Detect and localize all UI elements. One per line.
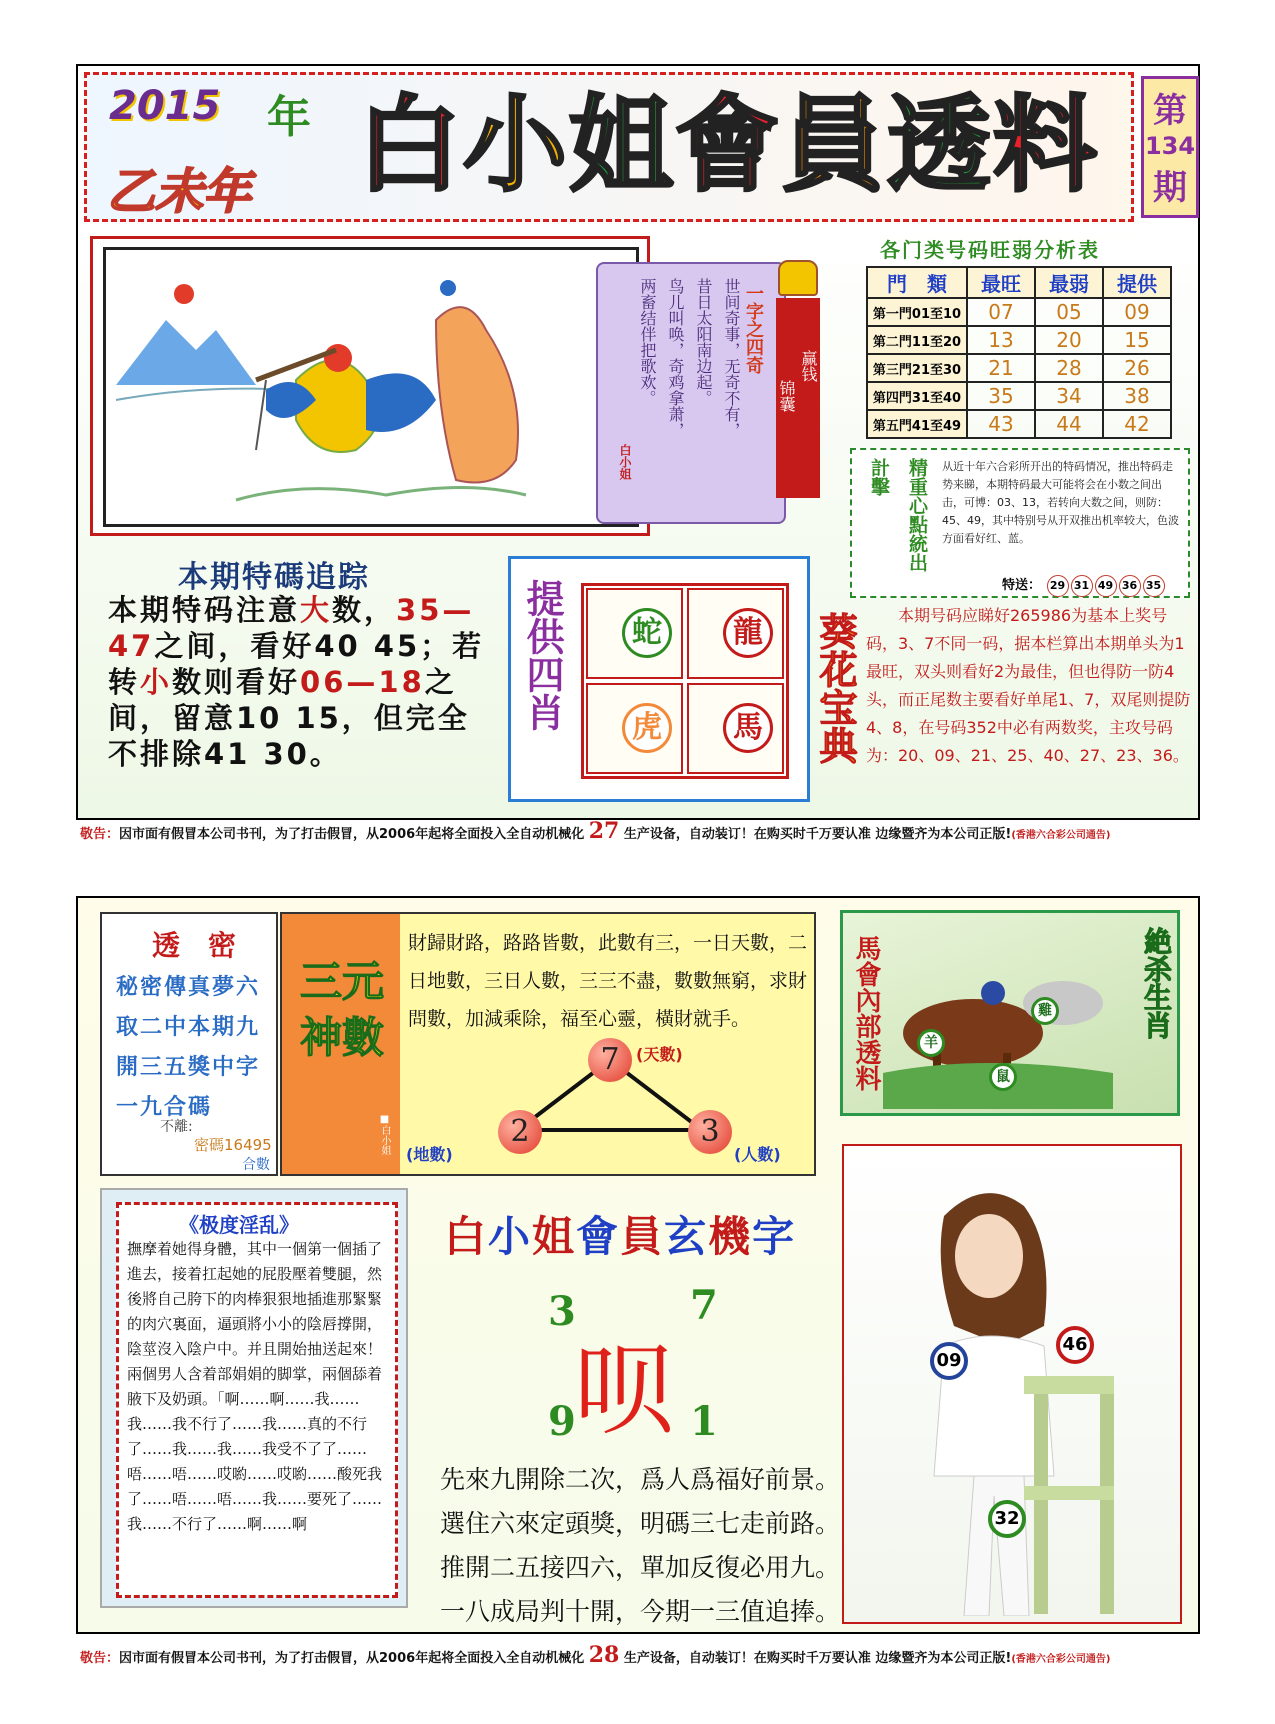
zodiac-grid (581, 583, 789, 779)
zodiac-cell (687, 588, 784, 679)
horse-ball: 雞 (1031, 997, 1059, 1025)
sanyuan-left-number: 2 (498, 1110, 542, 1154)
zone-value: 05 (1035, 298, 1103, 326)
secret-title: 透 密 (152, 929, 237, 962)
riddle-title-char: 白 (444, 1212, 487, 1261)
riddle-title-char: 玄 (664, 1212, 707, 1261)
secret-note1: 不離: (160, 1119, 193, 1135)
issue-badge (1141, 76, 1199, 218)
riddle-number-tr: 7 (690, 1282, 718, 1329)
zone-value: 38 (1103, 382, 1171, 410)
riddle-lines (440, 1458, 840, 1634)
warning-bottom-prefix: 敬告： (80, 1651, 120, 1666)
zone-row-label: 第一門01至10 (867, 298, 967, 326)
girl-photo (874, 1176, 1134, 1616)
rooster-illustration-frame (90, 236, 650, 536)
sanyuan-right-label: (人數) (734, 1145, 781, 1164)
sanyuan-right-number: 3 (688, 1110, 732, 1154)
warning-bottom-page: 28 (588, 1642, 620, 1668)
warning-bottom-text1: 因市面有假冒本公司书刊，为了打击假冒，从2006年起将全面投入全自动机械化 (119, 1651, 585, 1666)
zone-row (867, 354, 1171, 382)
special-row (1002, 574, 1166, 597)
poem-title: 一字之四奇 (743, 284, 764, 374)
zodiac-cell (586, 588, 683, 679)
zone-header-cell: 門 類 (867, 267, 967, 298)
special-ball: 29 (1047, 575, 1069, 597)
stats-text: 从近十年六合彩所开出的特码情况，推出特码走势来睇，本期特码最大可能将会在小数之间出击，可博：03、13，若转向大数之间，则防：45、49，其中特别号从开双推出机率较大，色波方面看好红、蓝。 (942, 460, 1179, 545)
girl-photo-frame (842, 1144, 1182, 1624)
zodiac-char: 虎 (622, 703, 672, 753)
special-label: 特送： (1002, 578, 1042, 593)
zone-table (866, 266, 1172, 439)
zone-header-cell: 提供 (1103, 267, 1171, 298)
zone-row (867, 326, 1171, 354)
tracking-text-part: 之间，看好40 45；若转 (108, 629, 485, 699)
title-char: 小 (463, 83, 568, 206)
poem-scroll (596, 262, 786, 524)
poem-lines (618, 278, 742, 488)
zone-value: 28 (1035, 354, 1103, 382)
girl-ball: 32 (988, 1500, 1026, 1538)
tracking-title: 本期特碼追踪 (178, 560, 370, 595)
zone-row-label: 第四門31至40 (867, 382, 967, 410)
tracking-text-part: 大 (300, 593, 333, 627)
zone-value: 20 (1035, 326, 1103, 354)
riddle-char: 呗 (574, 1332, 674, 1449)
bag-sub-label: 赢钱 (799, 350, 818, 382)
zone-value: 15 (1103, 326, 1171, 354)
tracking-text-part: 小 (140, 665, 173, 699)
riddle-title-char: 小 (488, 1212, 531, 1261)
header-year: 2015 (109, 83, 221, 129)
zone-table-wrap (866, 266, 1172, 439)
zone-header-cell: 最旺 (967, 267, 1035, 298)
tracking-text-part: 06—18 (300, 665, 425, 699)
riddle-title-char: 姐 (532, 1212, 575, 1261)
riddle-title (444, 1204, 834, 1264)
zone-value: 26 (1103, 354, 1171, 382)
girl-ball: 09 (930, 1342, 968, 1380)
zone-value: 21 (967, 354, 1035, 382)
zodiac-char: 龍 (723, 608, 773, 658)
sanyuan-box (280, 912, 816, 1176)
zodiac-cell (687, 683, 784, 774)
treasure-label: 葵花宝典 (813, 612, 857, 764)
riddle-title-char: 員 (620, 1212, 663, 1261)
zone-row-label: 第五門41至49 (867, 410, 967, 438)
horse-ball: 鼠 (989, 1063, 1017, 1091)
zone-value: 42 (1103, 410, 1171, 438)
secret-note2: 密碼16495 (194, 1136, 272, 1154)
zone-header-cell: 最弱 (1035, 267, 1103, 298)
zone-row-label: 第三門21至30 (867, 354, 967, 382)
poem-signature: 白小姐 (618, 444, 632, 480)
warning-bottom (80, 1642, 1111, 1668)
issue-suffix: 期 (1153, 168, 1187, 208)
riddle-title-char: 機 (708, 1212, 751, 1261)
zone-value: 13 (967, 326, 1035, 354)
title-char: 透 (887, 83, 992, 206)
sanyuan-top-label: (天數) (636, 1045, 683, 1064)
secret-box (100, 912, 278, 1176)
warning-top-page: 27 (588, 818, 620, 844)
header-lunar-year: 乙未年 (107, 164, 252, 220)
story-title: 《极度淫乱》 (179, 1213, 299, 1237)
header-title (337, 75, 1117, 225)
riddle-line: 先來九開除二次，爲人爲福好前景。 (440, 1465, 841, 1494)
stats-side-label: 精重心點統出計擊 (868, 458, 928, 572)
rooster-illustration (103, 247, 639, 527)
treasure-text: 本期号码应睇好265986为基本上奖号码，3、7不同一码，据本栏算出本期单头为1最旺，双头则看好2为最佳，但也得防一防4头，而正尾数主要看好单尾1、7，双尾则提防4、8，在号码352中必有两数奖，主攻号码为：20、09、21、25、40、27、23、36。 (866, 606, 1191, 765)
header-year-char: 年 (267, 92, 311, 143)
zodiac-cell (586, 683, 683, 774)
warning-top-text1: 因市面有假冒本公司书刊，为了打击假冒，从2006年起将全面投入全自动机械化 (119, 827, 585, 842)
sanyuan-side-label: ■白小姐 (379, 1114, 390, 1155)
zone-value: 34 (1035, 382, 1103, 410)
horse-box (840, 910, 1180, 1116)
poem-line: 鸟儿叫唤，奇鸡拿萧， (666, 278, 685, 438)
story-inner (116, 1202, 398, 1598)
zone-table-header (867, 267, 1171, 298)
tracking-text-part: 35—47 (108, 593, 475, 663)
zone-value: 43 (967, 410, 1035, 438)
stats-box (850, 448, 1190, 598)
zone-table-title: 各门类号码旺弱分析表 (880, 238, 1100, 262)
header-banner (84, 72, 1134, 222)
sanyuan-poem: 財歸財路，路路皆數，此數有三，一日天數，二日地數，三日人數，三三不盡，數數無窮，求財問數，加減乘除，福至心靈，橫財就手。 (408, 932, 808, 1030)
tracking-text (108, 592, 488, 772)
special-balls (1046, 578, 1166, 593)
story-box (100, 1188, 408, 1608)
riddle-number-tl: 3 (548, 1288, 576, 1335)
riddle-number-bl: 9 (548, 1398, 576, 1445)
riddle-number-br: 1 (690, 1398, 718, 1445)
bag-label: 锦囊 (777, 380, 796, 412)
title-char: 姐 (569, 83, 674, 206)
horse-label-right: 絶杀生肖 (1140, 927, 1173, 1039)
warning-top-suffix: (香港六合彩公司通告) (1011, 830, 1111, 841)
zone-row (867, 298, 1171, 326)
riddle-line: 選住六來定頭獎，明碼三七走前路。 (440, 1509, 841, 1538)
issue-prefix: 第 (1153, 91, 1187, 131)
sanyuan-left-panel (282, 914, 400, 1174)
zone-value: 07 (967, 298, 1035, 326)
title-char: 員 (781, 83, 886, 206)
title-char: 會 (675, 83, 780, 206)
lucky-bag (776, 260, 822, 500)
warning-bottom-suffix: (香港六合彩公司通告) (1011, 1654, 1111, 1665)
riddle-title-char: 字 (752, 1212, 795, 1261)
riddle-title-char: 會 (576, 1212, 619, 1261)
title-char: 料 (993, 83, 1098, 206)
zone-value: 35 (967, 382, 1035, 410)
title-char: 白 (357, 83, 462, 206)
zone-value: 09 (1103, 298, 1171, 326)
zodiac-char: 馬 (723, 703, 773, 753)
poem-line: 世间奇事，无奇不有， (722, 278, 741, 438)
warning-bottom-text2: 生产设备，自动装订！在购买时千万要认准 边缘暨齐为本公司正版! (623, 1651, 1012, 1666)
rooster-drawing (106, 250, 636, 524)
zodiac-box (508, 556, 810, 802)
zone-row-label: 第二門11至20 (867, 326, 967, 354)
issue-number: 134 (1144, 132, 1196, 160)
warning-top (80, 818, 1111, 844)
secret-text: 秘密傳真夢六取二中本期九開三五獎中字一九合碼 (116, 975, 261, 1120)
tracking-text-part: 数则看好 (172, 665, 301, 699)
special-ball: 31 (1071, 575, 1093, 597)
girl-ball: 46 (1056, 1326, 1094, 1364)
tracking-text-part: 数， (332, 593, 397, 627)
poem-line: 两畜结伴把歌欢。 (638, 278, 657, 406)
horse-label-left: 馬會內部透料 (851, 935, 881, 1091)
zone-row (867, 382, 1171, 410)
poem-line: 昔日太阳南边起。 (694, 278, 713, 406)
riddle-line: 一八成局判十開，今期一三值追捧。 (440, 1597, 841, 1626)
sanyuan-right-panel (400, 914, 814, 1174)
warning-top-text2: 生产设备，自动装订！在购买时千万要认准 边缘暨齐为本公司正版! (623, 827, 1012, 842)
tracking-text-part: 之间，留意10 15，但完全不排除41 30。 (108, 665, 470, 771)
riddle-line: 推開二五接四六，單加反復必用九。 (440, 1553, 841, 1582)
secret-note3: 合數 (242, 1157, 270, 1173)
story-text: 撫摩着她得身體，其中一個第一個插了進去，接着扛起她的屁股壓着雙腿，然後將自己胯下的肉棒狠狠地插進那緊緊的肉穴裏面，逼頭將小小的陰唇撐開，陰莖沒入陰户中。并且開始抽送起來！兩個男人含着部娟娟的脚掌，兩個舔着腋下及奶頭。「啊……啊……我……我……我不行了……我……真的不行了……我……我……我受不了了……唔……唔……哎喲……哎喲……酸死我了……唔……唔……我……要死了……我……不行了……啊……啊 (127, 1240, 383, 1533)
tracking-text-part: 本期特码注意 (108, 593, 301, 627)
zodiac-label: 提供四肖 (520, 579, 564, 731)
warning-top-prefix: 敬告： (80, 827, 120, 842)
zone-value: 44 (1035, 410, 1103, 438)
zone-row (867, 410, 1171, 438)
horse-balls (843, 913, 1183, 1119)
zodiac-char: 蛇 (622, 608, 672, 658)
special-ball: 36 (1119, 575, 1141, 597)
sanyuan-top-number: 7 (588, 1038, 632, 1082)
sanyuan-label: 三元神數 (299, 957, 384, 1062)
bag-icon (778, 260, 818, 296)
special-ball: 49 (1095, 575, 1117, 597)
sanyuan-left-label: (地數) (406, 1145, 453, 1164)
horse-ball: 羊 (917, 1029, 945, 1057)
special-ball: 35 (1143, 575, 1165, 597)
